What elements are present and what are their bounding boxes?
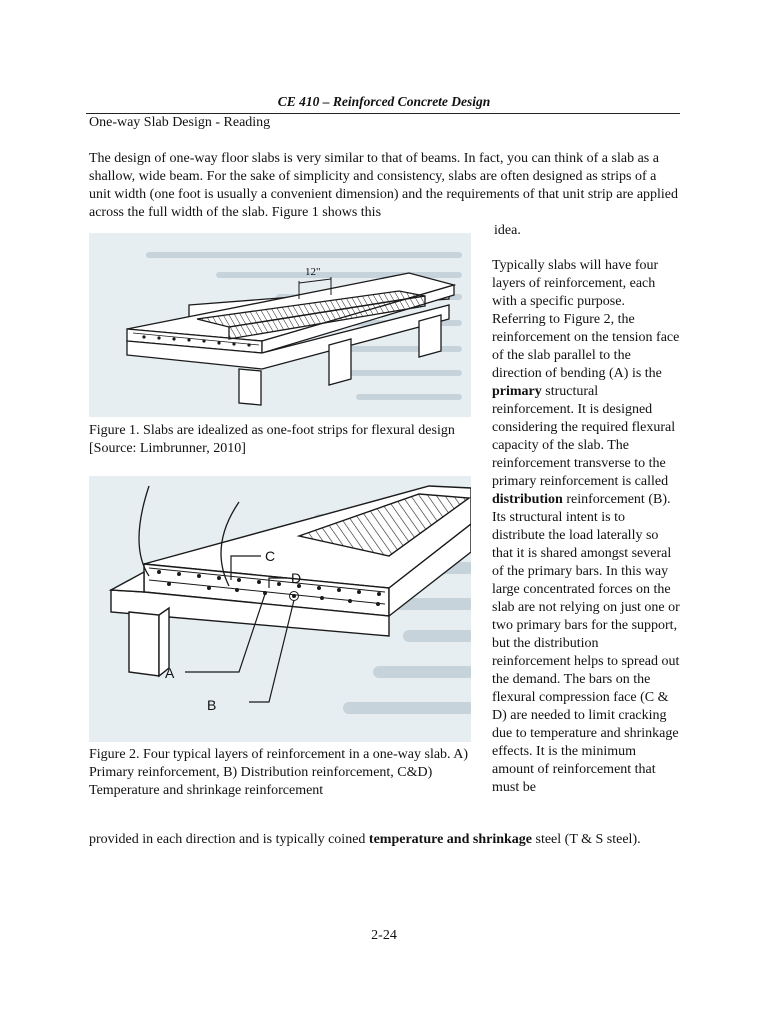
intro-text: The design of one-way floor slabs is very similar to that of beams. In fact, you can think of a slab as a shallow, wide beam. For the sake of simplicity and consistency, slabs are often designed as strips of a unit width (one foot is usually a convenient dimension) and the requirements of that unit strip are applied across the full width of the slab. Figure 1 shows this (89, 151, 679, 220)
tail-paragraph (89, 831, 679, 849)
header-rule (86, 113, 680, 114)
figure2-label-b: B (207, 697, 217, 713)
tail-text-1: provided in each direction and is typically coined (89, 832, 369, 847)
term-distribution: distribution (492, 492, 563, 507)
figure2-label-a: A (165, 665, 175, 681)
side-text-3: reinforcement (B). Its structural intent is to distribute the load laterally so that it is shared amongst several of the primary bars. In this way large concentrated forces on the slab are not relying on just one or two primary bars for the support, but the distribution reinforcement helps to spread out the demand. The bars on the flexural compression face (C & D) are needed to limit cracking due to temperature and shrinkage effects. It is the minimum amount of reinforcement that must be (492, 492, 680, 795)
side-text-1: Typically slabs will have four layers of reinforcement, each with a specific purpose. Referring to Figure 2, the reinforcement on the tension face of the slab parallel to the direction of bending (A) is the (492, 258, 680, 381)
intro-paragraph (89, 150, 679, 240)
term-temperature-shrinkage: temperature and shrinkage (368, 832, 532, 847)
side-text-2: structural reinforcement. It is designed considering the required flexural capacity of the slab. The reinforcement transverse to the primary reinforcement is called (492, 384, 676, 489)
tail-text-2: steel (T & S steel). (532, 832, 641, 847)
figure2-label-d: D (291, 570, 302, 586)
intro-end: idea. (494, 223, 521, 238)
figure2-label-c: C (265, 548, 276, 564)
reinforcement-layers-paragraph (492, 257, 680, 797)
figure1-caption: Figure 1. Slabs are idealized as one-foot strips for flexural design [Source: Limbrunner, 2010] (89, 423, 455, 456)
figure1-dim-label: 12" (305, 266, 321, 278)
figure2-caption: Figure 2. Four typical layers of reinforcement in a one-way slab. A) Primary reinforcement, B) Distribution reinforcement, C&D) Temperature and shrinkage reinforcement (89, 747, 469, 798)
figure2-reinforcement-layers (89, 476, 471, 742)
reading-subtitle: One-way Slab Design - Reading (89, 115, 271, 130)
page-number: 2-24 (371, 928, 397, 943)
course-title: CE 410 – Reinforced Concrete Design (277, 94, 491, 109)
figure1-slab-strip (89, 233, 471, 417)
term-primary: primary (492, 384, 542, 399)
